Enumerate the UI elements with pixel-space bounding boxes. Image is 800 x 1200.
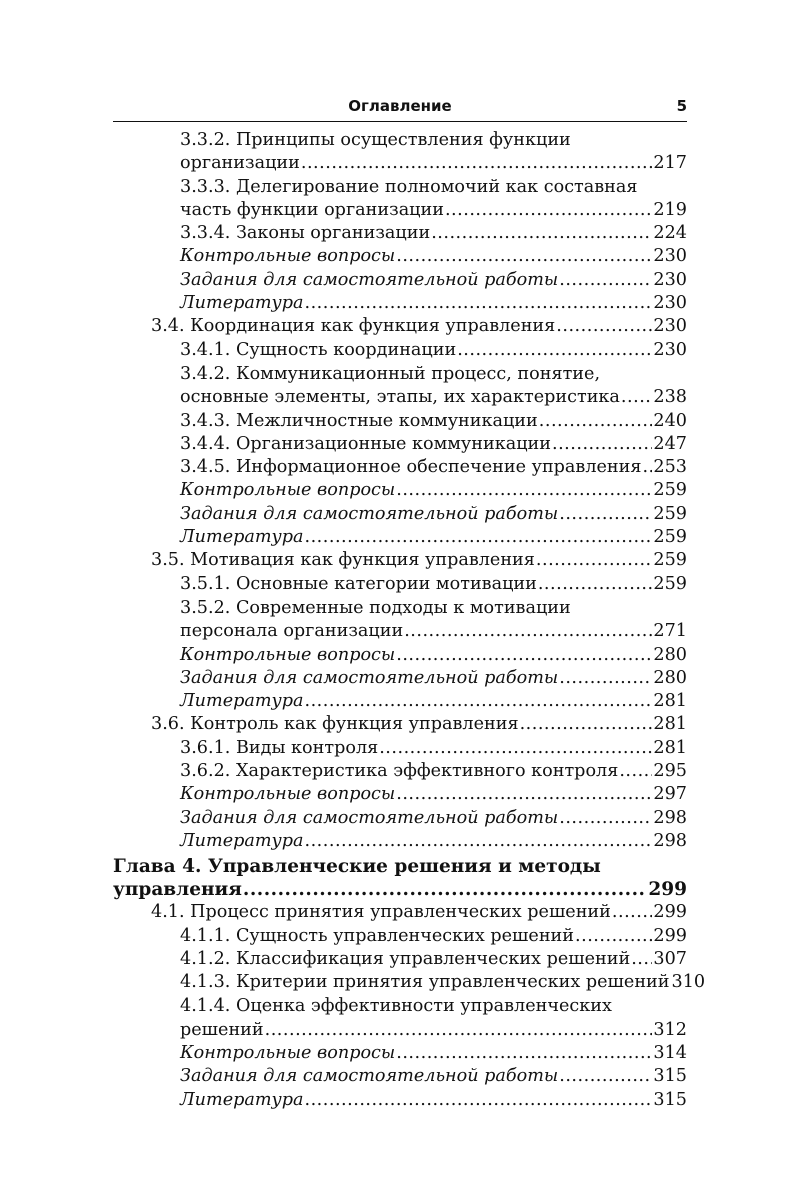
dot-leader xyxy=(631,948,652,971)
dot-leader xyxy=(612,901,653,924)
toc-entry-page: 259 xyxy=(653,573,687,594)
table-of-contents xyxy=(113,129,706,1112)
dot-leader xyxy=(305,292,653,315)
toc-entry-literature[interactable] xyxy=(113,1089,687,1112)
toc-entry-title: организации xyxy=(180,153,300,174)
toc-entry-assignments[interactable] xyxy=(113,807,687,830)
toc-entry-page: 259 xyxy=(653,503,687,524)
toc-entry-title: 3.4.1. Сущность координации xyxy=(180,339,457,360)
toc-entry-title: 4.1.2. Классификация управленческих решений xyxy=(180,948,631,969)
toc-entry[interactable] xyxy=(113,410,687,433)
toc-entry-page: 280 xyxy=(653,667,687,688)
toc-entry-title: Литература xyxy=(180,527,304,548)
toc-entry-title: персонала организации xyxy=(180,621,404,642)
dot-leader xyxy=(396,479,652,502)
dot-leader xyxy=(536,549,653,572)
toc-entry-title: 3.3.4. Законы организации xyxy=(180,223,431,244)
dot-leader xyxy=(457,339,652,362)
toc-entry[interactable] xyxy=(113,363,687,410)
toc-entry-page: 230 xyxy=(653,316,687,337)
dot-leader xyxy=(404,620,652,643)
page-number: 5 xyxy=(676,97,687,115)
toc-entry[interactable] xyxy=(113,433,687,456)
toc-entry-review-questions[interactable] xyxy=(113,245,687,268)
toc-entry-literature[interactable] xyxy=(113,292,687,315)
toc-entry-page: 230 xyxy=(653,339,687,360)
toc-entry-title: Задания для самостоятельной работы xyxy=(180,503,559,524)
toc-entry-title: Контрольные вопросы xyxy=(180,644,396,665)
toc-entry-page: 281 xyxy=(653,737,687,758)
dot-leader xyxy=(552,433,652,456)
toc-entry-title: 4.1. Процесс принятия управленческих решений xyxy=(151,902,611,923)
toc-entry-review-questions[interactable] xyxy=(113,479,687,502)
dot-leader xyxy=(538,573,653,596)
toc-entry-title: Контрольные вопросы xyxy=(180,246,396,267)
toc-entry-title: 3.6. Контроль как функция управления xyxy=(151,714,519,735)
dot-leader xyxy=(431,222,652,245)
dot-leader xyxy=(396,783,652,806)
dot-leader xyxy=(539,410,653,433)
dot-leader xyxy=(559,807,652,830)
toc-entry-page: 314 xyxy=(653,1042,687,1063)
toc-entry-page: 224 xyxy=(653,223,687,244)
toc-entry-page: 310 xyxy=(671,972,706,993)
toc-entry-review-questions[interactable] xyxy=(113,783,687,806)
toc-entry[interactable] xyxy=(113,129,687,176)
toc-entry-page: 253 xyxy=(653,457,687,478)
toc-entry-title: Литература xyxy=(180,691,304,712)
dot-leader xyxy=(305,690,653,713)
toc-entry-title: 3.4. Координация как функция управления xyxy=(151,316,556,337)
toc-entry-title: 3.5.1. Основные категории мотивации xyxy=(180,573,537,594)
toc-entry[interactable] xyxy=(113,339,687,362)
toc-entry-title: Контрольные вопросы xyxy=(180,1042,396,1063)
toc-entry-page: 281 xyxy=(653,714,687,735)
dot-leader xyxy=(559,503,652,526)
toc-entry-page: 281 xyxy=(653,691,687,712)
toc-entry[interactable] xyxy=(113,971,706,994)
dot-leader xyxy=(243,878,647,901)
toc-entry-page: 297 xyxy=(653,784,687,805)
dot-leader xyxy=(396,1042,652,1065)
toc-entry-review-questions[interactable] xyxy=(113,644,687,667)
toc-entry-first-line: 3.4.2. Коммуникационный процесс, понятие, xyxy=(180,363,601,384)
toc-entry-page: 219 xyxy=(653,199,687,220)
toc-entry[interactable] xyxy=(113,948,687,971)
toc-entry-title: решений xyxy=(180,1019,264,1040)
toc-section[interactable] xyxy=(113,315,687,338)
toc-entry-page: 271 xyxy=(653,621,687,642)
toc-entry-assignments[interactable] xyxy=(113,1065,687,1088)
toc-chapter[interactable] xyxy=(113,855,687,901)
toc-entry-assignments[interactable] xyxy=(113,269,687,292)
dot-leader xyxy=(575,925,652,948)
toc-entry-title: 3.6.1. Виды контроля xyxy=(180,737,379,758)
dot-leader xyxy=(559,269,652,292)
toc-entry-page: 298 xyxy=(653,830,687,851)
toc-entry-page: 230 xyxy=(653,246,687,267)
dot-leader xyxy=(556,315,652,338)
toc-entry-page: 238 xyxy=(653,387,687,408)
toc-section[interactable] xyxy=(113,901,687,924)
dot-leader xyxy=(445,199,652,222)
toc-entry-title: 3.5. Мотивация как функция управления xyxy=(151,550,535,571)
toc-entry-title: Литература xyxy=(180,293,304,314)
toc-entry-page: 230 xyxy=(653,293,687,314)
toc-entry-title: 4.1.1. Сущность управленческих решений xyxy=(180,925,575,946)
toc-entry-first-line: 3.3.3. Делегирование полномочий как составная xyxy=(180,176,638,197)
toc-entry-page: 315 xyxy=(653,1089,687,1110)
toc-entry-literature[interactable] xyxy=(113,690,687,713)
toc-entry-title: 3.6.2. Характеристика эффективного контроля xyxy=(180,761,619,782)
toc-entry-title: Задания для самостоятельной работы xyxy=(180,807,559,828)
toc-entry-page: 259 xyxy=(653,480,687,501)
toc-entry-literature[interactable] xyxy=(113,830,687,853)
dot-leader xyxy=(305,526,653,549)
dot-leader xyxy=(642,456,652,479)
dot-leader xyxy=(621,386,652,409)
toc-entry-assignments[interactable] xyxy=(113,667,687,690)
toc-section[interactable] xyxy=(113,549,687,572)
toc-entry-title: Контрольные вопросы xyxy=(180,480,396,501)
toc-entry-title: Задания для самостоятельной работы xyxy=(180,667,559,688)
toc-entry-page: 295 xyxy=(653,761,687,782)
dot-leader xyxy=(379,737,652,760)
toc-entry-title: 3.4.3. Межличностные коммуникации xyxy=(180,410,538,431)
toc-entry-title: 3.4.5. Информационное обеспечение управления xyxy=(180,457,642,478)
running-header-title: Оглавление xyxy=(348,97,452,115)
toc-entry-page: 299 xyxy=(653,902,687,923)
toc-entry-title: Задания для самостоятельной работы xyxy=(180,1066,559,1087)
dot-leader xyxy=(305,1089,653,1112)
toc-entry-title: Литература xyxy=(180,1089,304,1110)
dot-leader xyxy=(396,245,652,268)
toc-entry-title: основные элементы, этапы, их характеристика xyxy=(180,387,620,408)
toc-entry-title: 3.4.4. Организационные коммуникации xyxy=(180,433,551,454)
dot-leader xyxy=(520,713,653,736)
toc-entry[interactable] xyxy=(113,176,687,223)
dot-leader xyxy=(559,667,652,690)
toc-entry-first-line: 4.1.4. Оценка эффективности управленческих xyxy=(180,996,612,1017)
toc-entry-page: 217 xyxy=(653,153,687,174)
toc-entry-page: 259 xyxy=(653,527,687,548)
toc-entry-page: 230 xyxy=(653,269,687,290)
toc-entry-title: Задания для самостоятельной работы xyxy=(180,269,559,290)
toc-entry[interactable] xyxy=(113,222,687,245)
toc-entry[interactable] xyxy=(113,456,687,479)
toc-entry-review-questions[interactable] xyxy=(113,1042,687,1065)
toc-entry[interactable] xyxy=(113,760,687,783)
toc-entry-page: 307 xyxy=(653,948,687,969)
toc-entry-page: 312 xyxy=(653,1019,687,1040)
toc-entry-page: 299 xyxy=(648,879,687,901)
toc-entry[interactable] xyxy=(113,995,687,1042)
toc-entry-page: 247 xyxy=(653,433,687,454)
toc-entry-title: часть функции организации xyxy=(180,199,444,220)
toc-section[interactable] xyxy=(113,713,687,736)
dot-leader xyxy=(396,644,652,667)
toc-entry[interactable] xyxy=(113,737,687,760)
toc-entry-page: 299 xyxy=(653,925,687,946)
toc-entry-page: 298 xyxy=(653,807,687,828)
dot-leader xyxy=(619,760,652,783)
toc-entry-page: 280 xyxy=(653,644,687,665)
toc-entry-page: 315 xyxy=(653,1066,687,1087)
dot-leader xyxy=(301,152,653,175)
toc-chapter-first-line: Глава 4. Управленческие решения и методы xyxy=(113,856,601,878)
toc-entry-first-line: 3.5.2. Современные подходы к мотивации xyxy=(180,597,571,618)
toc-entry-first-line: 3.3.2. Принципы осуществления функции xyxy=(180,130,571,150)
dot-leader xyxy=(559,1065,652,1088)
dot-leader xyxy=(305,830,653,853)
toc-entry-page: 240 xyxy=(653,410,687,431)
running-header xyxy=(113,93,687,122)
toc-entry-title: Литература xyxy=(180,830,304,851)
dot-leader xyxy=(265,1019,653,1042)
toc-entry[interactable] xyxy=(113,573,687,596)
toc-entry-literature[interactable] xyxy=(113,526,687,549)
toc-entry-title: управления xyxy=(113,879,242,901)
toc-entry-title: Контрольные вопросы xyxy=(180,784,396,805)
toc-entry[interactable] xyxy=(113,597,687,644)
toc-entry[interactable] xyxy=(113,925,687,948)
toc-entry-page: 259 xyxy=(653,550,687,571)
toc-entry-title: 4.1.3. Критерии принятия управленческих решений xyxy=(180,972,670,993)
toc-entry-assignments[interactable] xyxy=(113,503,687,526)
